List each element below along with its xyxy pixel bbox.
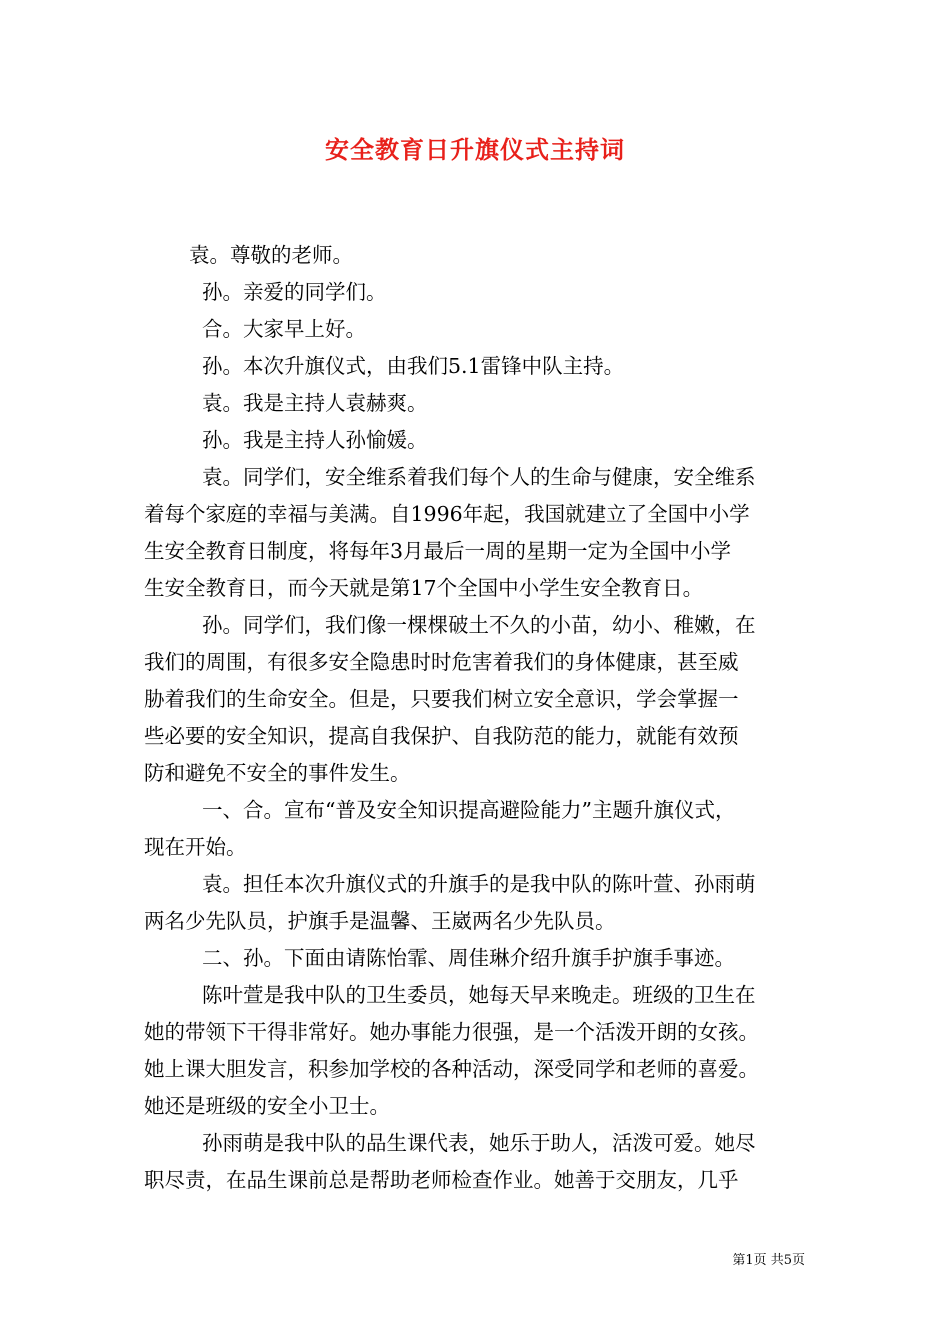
page-number: 第1页 共5页 [732, 1253, 805, 1268]
paragraph-line: 她上课大胆发言，积参加学校的各种活动，深受同学和老师的喜爱。 [144, 1057, 759, 1081]
paragraph-line: 防和避免不安全的事件发生。 [144, 761, 411, 785]
paragraph-line: 合。大家早上好。 [202, 317, 366, 341]
paragraph-line: 生安全教育日制度，将每年3月最后一周的星期一定为全国中小学 [144, 539, 732, 563]
paragraph-line: 孙雨萌是我中队的品生课代表，她乐于助人，活泼可爱。她尽 [202, 1131, 756, 1155]
paragraph-line: 着每个家庭的幸福与美满。自1996年起，我国就建立了全国中小学 [144, 502, 750, 526]
paragraph-line: 袁。同学们，安全维系着我们每个人的生命与健康，安全维系 [202, 465, 756, 489]
paragraph-line: 我们的周围，有很多安全隐患时时危害着我们的身体健康，甚至威 [144, 650, 739, 674]
paragraph-line: 些必要的安全知识，提高自我保护、自我防范的能力，就能有效预 [144, 724, 739, 748]
paragraph-line: 孙。同学们，我们像一棵棵破土不久的小苗，幼小、稚嫩，在 [202, 613, 756, 637]
paragraph-line: 袁。担任本次升旗仪式的升旗手的是我中队的陈叶萱、孙雨萌 [202, 872, 756, 896]
document-body [144, 237, 824, 1199]
paragraph-line: 孙。亲爱的同学们。 [202, 280, 387, 304]
paragraph-line: 孙。本次升旗仪式，由我们5.1雷锋中队主持。 [202, 354, 625, 378]
paragraph-line: 孙。我是主持人孙愉媛。 [202, 428, 428, 452]
paragraph-line: 一、合。宣布“普及安全知识提高避险能力”主题升旗仪式， [202, 798, 736, 822]
paragraph-line: 她还是班级的安全小卫士。 [144, 1094, 390, 1118]
paragraph-line: 生安全教育日，而今天就是第17个全国中小学生安全教育日。 [144, 576, 704, 600]
paragraph-line: 胁着我们的生命安全。但是，只要我们树立安全意识，学会掌握一 [144, 687, 739, 711]
paragraph-line: 职尽责，在品生课前总是帮助老师检查作业。她善于交朋友，几乎 [144, 1168, 739, 1192]
paragraph-line: 陈叶萱是我中队的卫生委员，她每天早来晚走。班级的卫生在 [202, 983, 756, 1007]
paragraph-line: 袁。尊敬的老师。 [189, 243, 353, 267]
paragraph-line: 两名少先队员，护旗手是温馨、王崴两名少先队员。 [144, 909, 616, 933]
document-title: 安全教育日升旗仪式主持词 [325, 135, 625, 164]
paragraph-line: 二、孙。下面由请陈怡霏、周佳琳介绍升旗手护旗手事迹。 [202, 946, 735, 970]
paragraph-line: 她的带领下干得非常好。她办事能力很强，是一个活泼开朗的女孩。 [144, 1020, 759, 1044]
paragraph-line: 现在开始。 [144, 835, 247, 859]
paragraph-line: 袁。我是主持人袁赫爽。 [202, 391, 428, 415]
